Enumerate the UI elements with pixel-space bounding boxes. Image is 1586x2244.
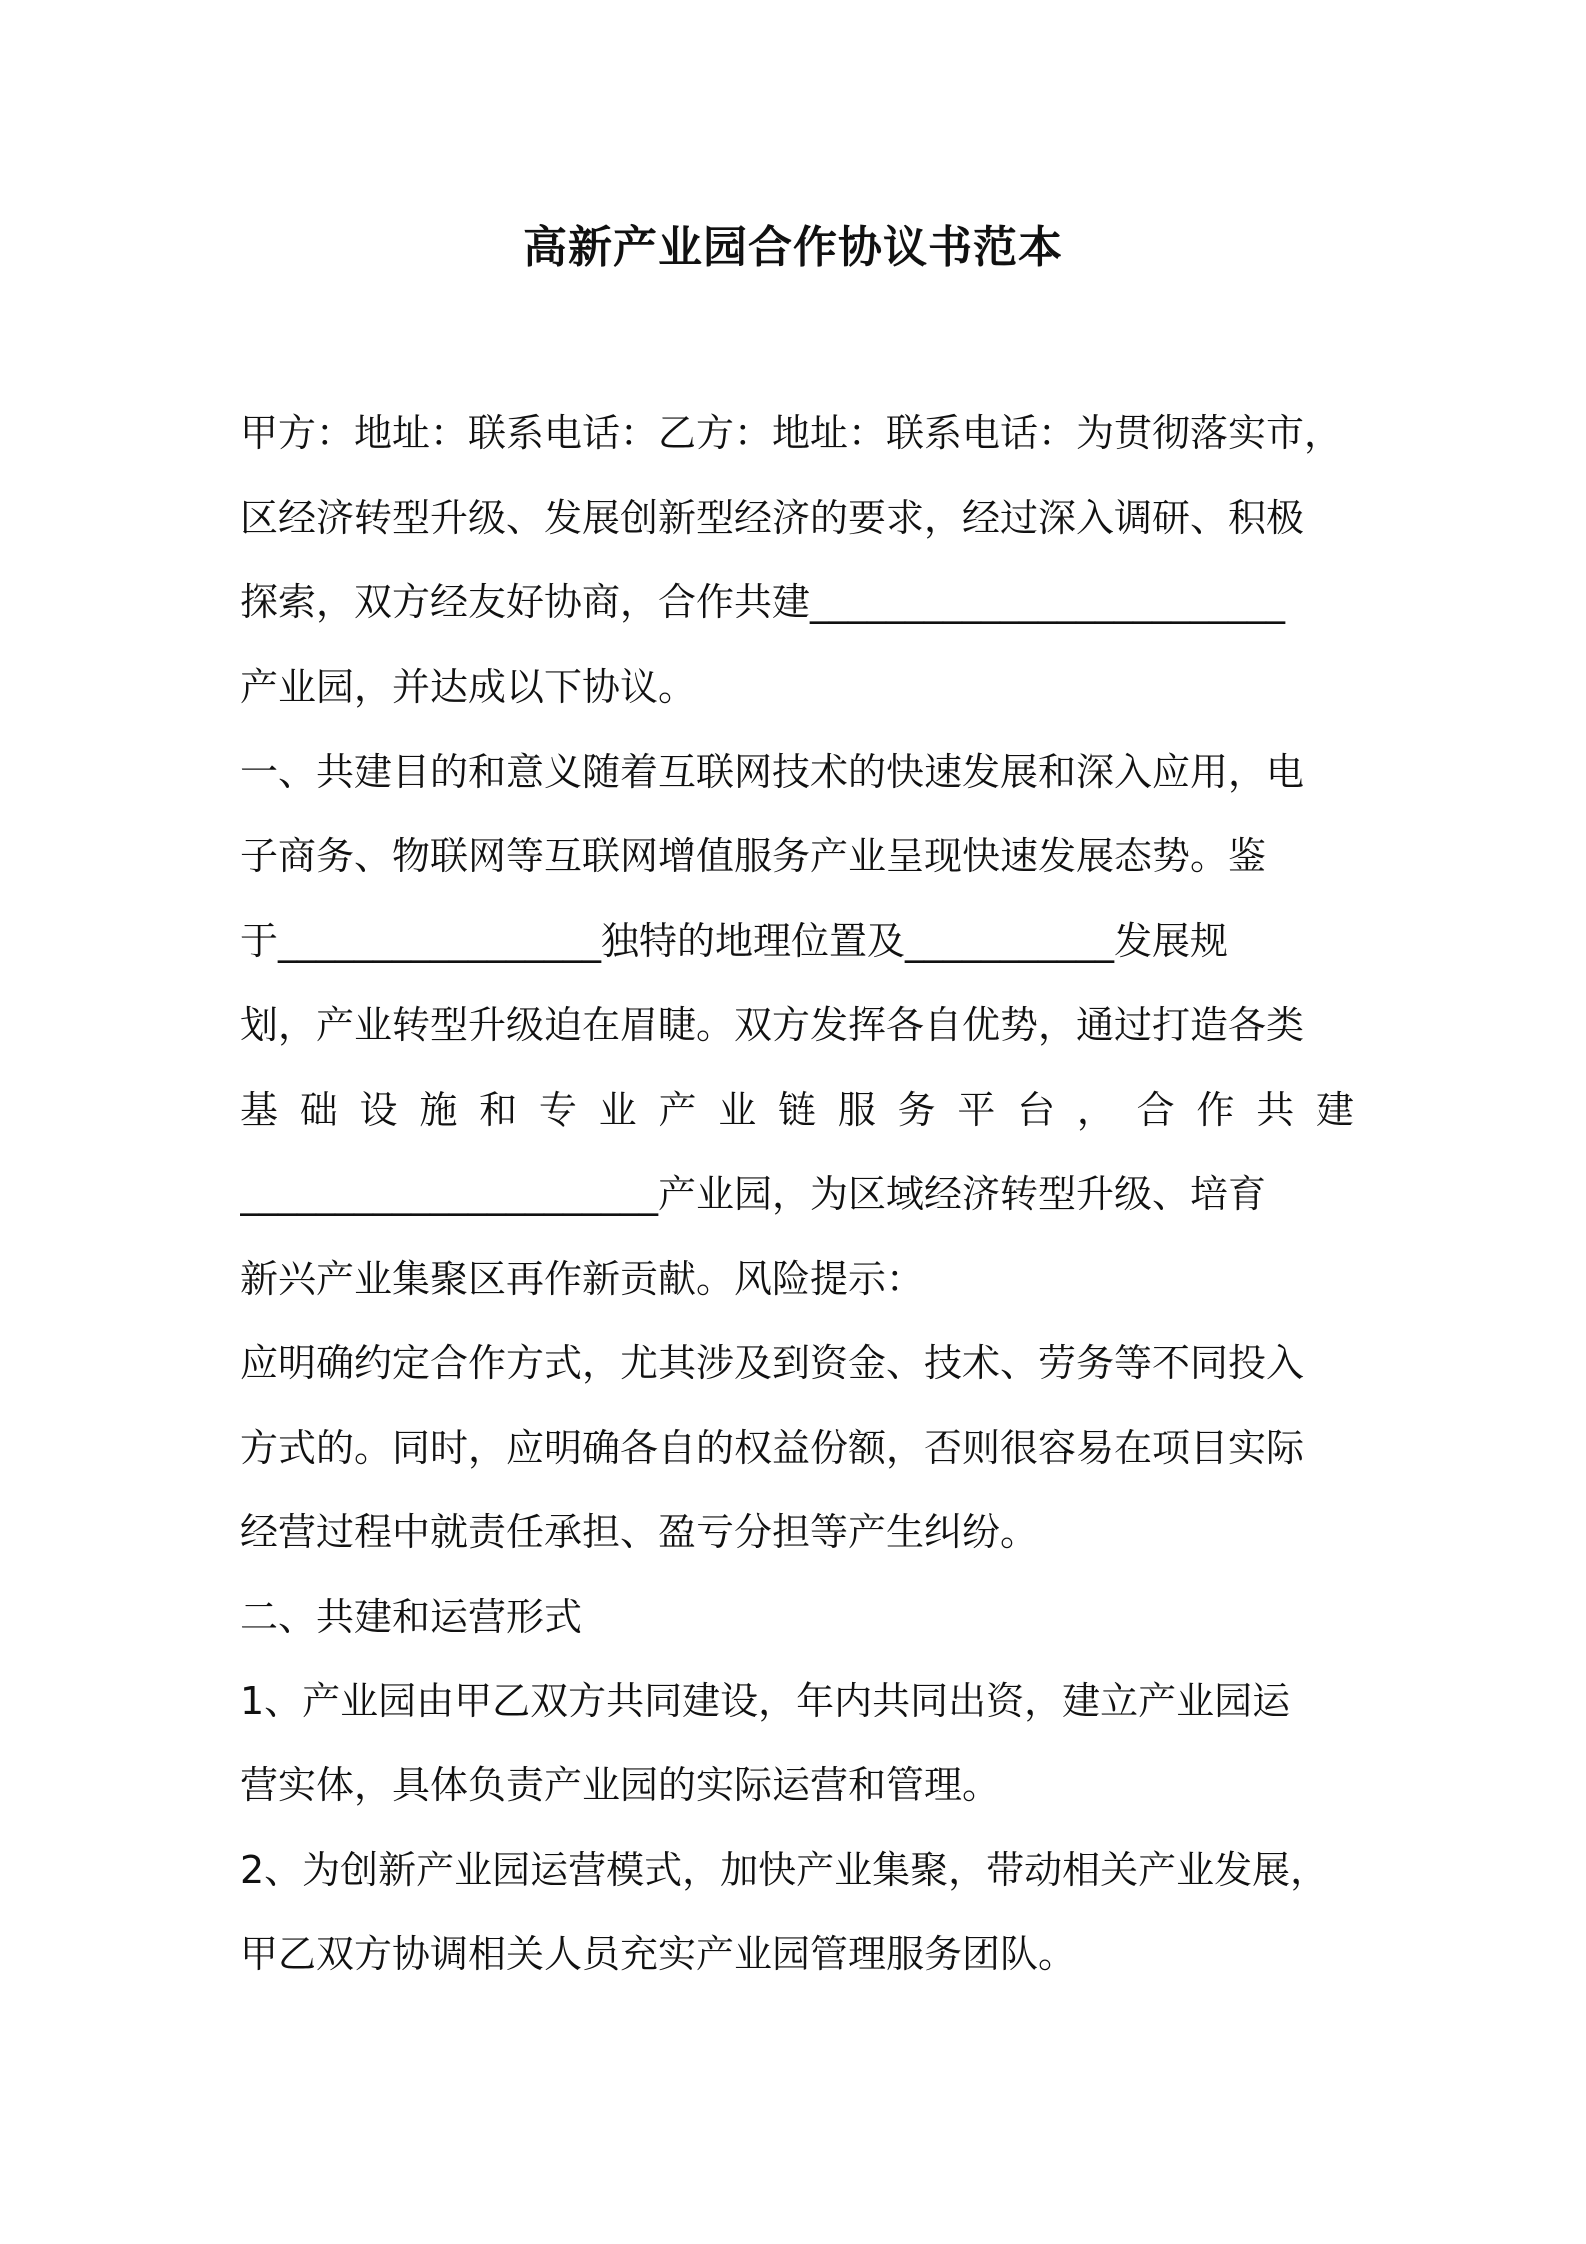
- body-line-9: 基础设施和专业产业链服务平台，合作共建: [240, 1088, 1354, 1132]
- body-line-4: 产业园，并达成以下协议。: [240, 665, 697, 709]
- body-line-3: 探索，双方经友好协商，合作共建_________________________: [240, 580, 1286, 624]
- body-line-12: 应明确约定合作方式，尤其涉及到资金、技术、劳务等不同投入: [240, 1341, 1305, 1385]
- body-line-2: 区经济转型升级、发展创新型经济的要求，经过深入调研、积极: [240, 496, 1305, 540]
- body-line-8: 划，产业转型升级迫在眉睫。双方发挥各自优势，通过打造各类: [240, 1003, 1305, 1047]
- body-line-10: ______________________产业园，为区域经济转型升级、培育: [240, 1172, 1267, 1216]
- section-heading-2: 二、共建和运营形式: [240, 1595, 583, 1639]
- body-line-19: 甲乙双方协调相关人员充实产业园管理服务团队。: [240, 1932, 1077, 1976]
- body-line-16: 1、产业园由甲乙双方共同建设，年内共同出资，建立产业园运: [240, 1679, 1291, 1723]
- body-line-6: 子商务、物联网等互联网增值服务产业呈现快速发展态势。鉴: [240, 834, 1267, 878]
- body-line-5: 一、共建目的和意义随着互联网技术的快速发展和深入应用，电: [240, 750, 1305, 794]
- body-line-17: 营实体，具体负责产业园的实际运营和管理。: [240, 1763, 1001, 1807]
- body-line-11: 新兴产业集聚区再作新贡献。风险提示：: [240, 1257, 925, 1301]
- body-line-1: 甲方：地址：联系电话：乙方：地址：联系电话：为贯彻落实市，: [240, 411, 1343, 455]
- body-line-13: 方式的。同时，应明确各自的权益份额，否则很容易在项目实际: [240, 1426, 1305, 1470]
- body-line-7: 于_________________独特的地理位置及___________发展规: [240, 919, 1229, 963]
- body-line-14: 经营过程中就责任承担、盈亏分担等产生纠纷。: [240, 1510, 1039, 1554]
- document-title: 高新产业园合作协议书范本: [523, 222, 1063, 273]
- body-line-18: 2、为创新产业园运营模式，加快产业集聚，带动相关产业发展，: [240, 1848, 1329, 1892]
